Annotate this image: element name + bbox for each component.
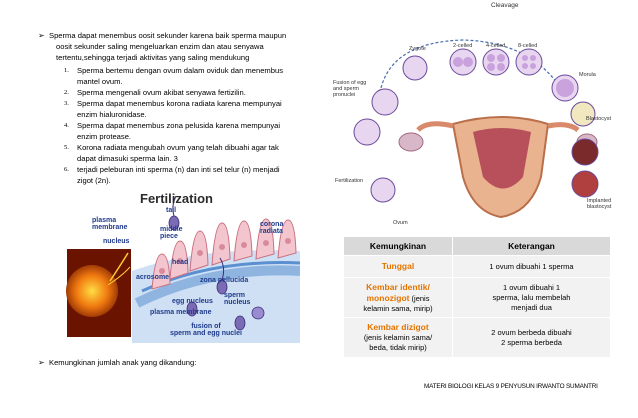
kind-sub: (jenis kelamin sama, mirip): [363, 293, 433, 313]
cell-kind: [344, 256, 453, 278]
label-implanted-blastocyst: Implanted blastocyst: [587, 198, 612, 210]
list-number: 5.: [64, 144, 69, 151]
cell-desc: 1 ovum dibuahi 1 sperma: [453, 256, 611, 278]
list-text: [77, 120, 280, 142]
fertilization-illustration: [62, 191, 300, 343]
cell-desc: 2 ovum berbeda dibuahi 2 sperma berbeda: [453, 318, 611, 358]
label-fusion-nuclei: fusion of sperm and egg nuclei: [170, 323, 242, 337]
list-text-line-1: Sperma bertemu dengan ovum dalam oviduk dan menembus: [77, 66, 283, 75]
label-2-celled: 2-celled: [453, 43, 473, 49]
list-text-line-1: Sperma mengenali ovum akibat senyawa fertizilin.: [77, 88, 246, 97]
fertilization-figure: [62, 191, 300, 343]
bullet-arrow-2: ➢: [38, 358, 45, 367]
table-row: [344, 278, 611, 318]
bullet-line-3: tertentu,sehingga terjadi aktivitas yang saling mendukung: [56, 53, 250, 62]
label-corona-radiata: corona radiata: [260, 221, 284, 235]
bullet-paragraph-2: Kemungkinan jumlah anak yang dikandung:: [49, 358, 197, 367]
label-plasma-membrane-top: plasma membrane: [92, 217, 128, 231]
label-head: head: [172, 259, 189, 266]
bullet-line-1: Sperma dapat menembus oosit sekunder karena baik sperma maupun: [49, 31, 287, 40]
label-zona-pellucida: zona pellucida: [200, 277, 249, 284]
cell-kind: [344, 278, 453, 318]
label-8-celled: 8-celled: [518, 43, 538, 49]
list-text-line-1: Sperma dapat menembus korona radiata karena mempunyai: [77, 99, 282, 108]
table-header-row: [344, 237, 611, 256]
list-text-line-2: zigot (2n).: [77, 176, 111, 185]
bullet-paragraph-1: [49, 30, 329, 63]
table-row: [344, 256, 611, 278]
cleavage-figure: [333, 2, 623, 232]
header-keterangan: Keterangan: [453, 237, 611, 256]
header-kemungkinan: Kemungkinan: [344, 237, 453, 256]
kind-text: Kembar dizigot: [367, 322, 429, 332]
list-number: 1.: [64, 67, 69, 74]
fertilization-title: Fertilization: [140, 191, 213, 206]
twin-possibility-table: [343, 236, 611, 358]
label-blastocyst: Blastocyst: [586, 116, 612, 122]
list-number: 4.: [64, 122, 69, 129]
list-item: [64, 65, 324, 87]
label-cleavage: Cleavage: [491, 2, 519, 9]
cell-desc: 1 ovum dibuahi 1 sperma, lalu membelah menjadi dua: [453, 278, 611, 318]
label-egg-nucleus: egg nucleus: [172, 298, 213, 305]
list-text-line-2: enzim protease.: [77, 132, 132, 141]
list-item: [64, 142, 324, 164]
label-tail: tail: [166, 207, 177, 214]
list-text: [77, 142, 279, 164]
label-ovum: Ovum: [393, 220, 408, 226]
label-morula: Morula: [579, 72, 596, 78]
list-text-line-1: terjadi peleburan inti sperma (n) dan inti sel telur (n) menjadi: [77, 165, 280, 174]
list-text-line-2: enzim hialuronidase.: [77, 110, 147, 119]
table-row: [344, 318, 611, 358]
kind-sub: (jenis kelamin sama/ beda, tidak mirip): [363, 333, 433, 352]
label-fusion-pronuclei: Fusion of egg and sperm pronuclei: [333, 80, 367, 98]
list-number: 2.: [64, 89, 69, 96]
list-text: [77, 65, 283, 87]
cleavage-illustration: [333, 2, 623, 232]
label-zygote: Zygote: [409, 46, 426, 52]
list-text: [77, 98, 282, 120]
kind-text: Tunggal: [381, 261, 415, 271]
list-item: [64, 98, 324, 120]
list-text-line-1: Sperma dapat menembus zona pelusida karena mempunyai: [77, 121, 281, 130]
list-number: 3.: [64, 100, 69, 107]
list-text: [77, 164, 280, 186]
bullet-arrow-1: ➢: [38, 31, 45, 40]
list-text: [77, 87, 246, 98]
kind-text: Kembar identik/ monozigot: [366, 281, 430, 303]
numbered-list: [64, 65, 324, 193]
label-plasma-membrane-bottom: plasma membrane: [150, 309, 212, 316]
label-sperm-nucleus: sperm nucleus: [224, 292, 251, 306]
list-number: 6.: [64, 166, 69, 173]
label-fertilization: Fertilization: [335, 178, 364, 184]
label-nucleus: nucleus: [103, 238, 130, 245]
list-item: [64, 120, 324, 142]
label-middle-piece: middle piece: [160, 226, 183, 240]
cell-kind: [344, 318, 453, 358]
list-text-line-1: Korona radiata mengubah ovum yang telah dibuahi agar tak: [77, 143, 279, 152]
list-text-line-2: dapat dimasuki sperma lain. 3: [77, 154, 178, 163]
label-4-celled: 4-celled: [486, 43, 506, 49]
bullet-line-2: oosit sekunder saling mengeluarkan enzim dan atau senyawa: [56, 42, 264, 51]
list-text-line-2: mantel ovum.: [77, 77, 123, 86]
label-acrosome: acrosome: [136, 274, 170, 281]
footer-text: MATERI BIOLOGI KELAS 9 PENYUSUN IRWANTO SUMANTRI: [424, 383, 598, 390]
list-item: [64, 164, 324, 186]
